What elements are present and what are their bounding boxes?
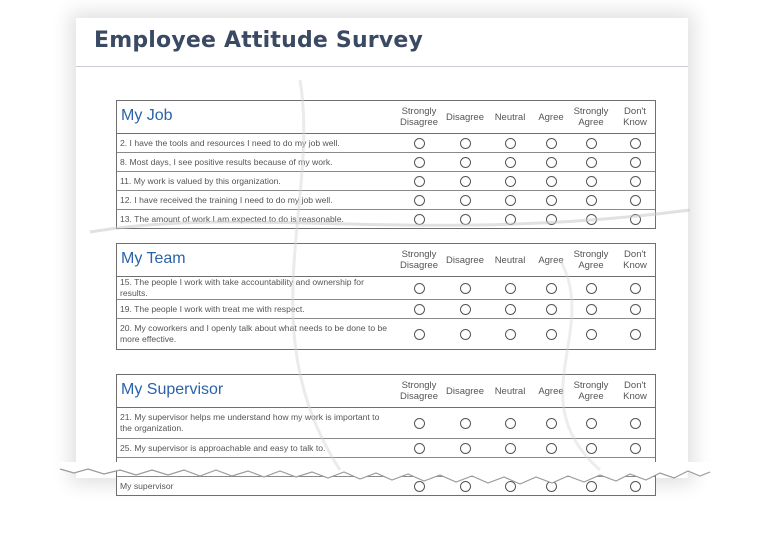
rating-radio-agree[interactable] bbox=[546, 283, 557, 294]
survey-question-row bbox=[117, 277, 655, 300]
column-header: Agree bbox=[538, 111, 564, 123]
rating-radio-don-t-know[interactable] bbox=[630, 214, 641, 225]
rating-radio-disagree[interactable] bbox=[460, 418, 471, 429]
rating-radio-disagree[interactable] bbox=[460, 138, 471, 149]
section-title: My Team bbox=[121, 250, 186, 267]
rating-radio-don-t-know[interactable] bbox=[630, 157, 641, 168]
column-header: Don't Know bbox=[623, 106, 647, 128]
rating-radio-strongly-agree[interactable] bbox=[586, 195, 597, 206]
rating-radio-neutral[interactable] bbox=[505, 443, 516, 454]
rating-radio-disagree[interactable] bbox=[460, 157, 471, 168]
column-header: Strongly Agree bbox=[573, 249, 609, 271]
rating-radio-strongly-disagree[interactable] bbox=[414, 329, 425, 340]
rating-radio-disagree[interactable] bbox=[460, 195, 471, 206]
rating-radio-agree[interactable] bbox=[546, 214, 557, 225]
rating-radio-disagree[interactable] bbox=[460, 283, 471, 294]
survey-question-row bbox=[117, 408, 655, 439]
rating-radio-agree[interactable] bbox=[546, 176, 557, 187]
section-title: My Job bbox=[121, 107, 173, 124]
rating-radio-don-t-know[interactable] bbox=[630, 443, 641, 454]
survey-question-row bbox=[117, 300, 655, 319]
torn-paper-edge bbox=[60, 462, 710, 502]
rating-radio-strongly-agree[interactable] bbox=[586, 443, 597, 454]
rating-radio-don-t-know[interactable] bbox=[630, 304, 641, 315]
rating-radio-strongly-disagree[interactable] bbox=[414, 443, 425, 454]
rating-radio-don-t-know[interactable] bbox=[630, 418, 641, 429]
rating-radio-strongly-disagree[interactable] bbox=[414, 176, 425, 187]
survey-question-row bbox=[117, 172, 655, 191]
question-text: 15. The people I work with take accountability and ownership for results. bbox=[120, 277, 364, 298]
rating-radio-strongly-agree[interactable] bbox=[586, 157, 597, 168]
rating-radio-agree[interactable] bbox=[546, 329, 557, 340]
survey-question-row bbox=[117, 210, 655, 228]
rating-radio-strongly-agree[interactable] bbox=[586, 214, 597, 225]
rating-radio-neutral[interactable] bbox=[505, 329, 516, 340]
question-text: 19. The people I work with treat me with respect. bbox=[120, 303, 305, 314]
rating-radio-neutral[interactable] bbox=[505, 195, 516, 206]
rating-radio-agree[interactable] bbox=[546, 138, 557, 149]
column-header: Neutral bbox=[494, 254, 526, 266]
rating-radio-don-t-know[interactable] bbox=[630, 176, 641, 187]
question-text: 2. I have the tools and resources I need to do my job well. bbox=[120, 137, 340, 148]
rating-radio-neutral[interactable] bbox=[505, 418, 516, 429]
rating-radio-strongly-disagree[interactable] bbox=[414, 157, 425, 168]
page-title: Employee Attitude Survey bbox=[94, 28, 424, 53]
rating-radio-strongly-agree[interactable] bbox=[586, 138, 597, 149]
section-header bbox=[117, 375, 655, 408]
column-header: Neutral bbox=[494, 385, 526, 397]
section-my-team bbox=[116, 243, 656, 350]
column-header: Strongly Disagree bbox=[399, 249, 439, 271]
rating-radio-don-t-know[interactable] bbox=[630, 283, 641, 294]
rating-radio-don-t-know[interactable] bbox=[630, 138, 641, 149]
section-header bbox=[117, 244, 655, 277]
question-text: 13. The amount of work I am expected to do is reasonable. bbox=[120, 213, 344, 224]
question-text: 21. My supervisor helps me understand how my work is important to the organization. bbox=[120, 412, 380, 433]
rating-radio-strongly-disagree[interactable] bbox=[414, 195, 425, 206]
column-header: Don't Know bbox=[623, 380, 647, 402]
survey-question-row bbox=[117, 319, 655, 349]
column-header: Strongly Agree bbox=[573, 380, 609, 402]
rating-radio-neutral[interactable] bbox=[505, 304, 516, 315]
rating-radio-disagree[interactable] bbox=[460, 329, 471, 340]
rating-radio-strongly-disagree[interactable] bbox=[414, 304, 425, 315]
rating-radio-disagree[interactable] bbox=[460, 443, 471, 454]
title-divider bbox=[76, 66, 688, 67]
section-my-job bbox=[116, 100, 656, 229]
column-header: Agree bbox=[538, 385, 564, 397]
column-header: Strongly Disagree bbox=[399, 106, 439, 128]
rating-radio-strongly-agree[interactable] bbox=[586, 304, 597, 315]
column-header: Agree bbox=[538, 254, 564, 266]
question-text: My supervisor bbox=[120, 480, 174, 491]
rating-radio-strongly-agree[interactable] bbox=[586, 329, 597, 340]
survey-page bbox=[76, 18, 688, 491]
column-header: Disagree bbox=[445, 111, 485, 123]
question-text: 25. My supervisor is approachable and easy to talk to. bbox=[120, 442, 326, 453]
survey-question-row bbox=[117, 439, 655, 458]
question-text: 8. Most days, I see positive results because of my work. bbox=[120, 156, 333, 167]
rating-radio-agree[interactable] bbox=[546, 195, 557, 206]
rating-radio-strongly-agree[interactable] bbox=[586, 418, 597, 429]
rating-radio-strongly-disagree[interactable] bbox=[414, 214, 425, 225]
rating-radio-neutral[interactable] bbox=[505, 283, 516, 294]
rating-radio-disagree[interactable] bbox=[460, 304, 471, 315]
column-header: Disagree bbox=[445, 254, 485, 266]
rating-radio-agree[interactable] bbox=[546, 418, 557, 429]
rating-radio-agree[interactable] bbox=[546, 304, 557, 315]
section-title: My Supervisor bbox=[121, 381, 224, 398]
rating-radio-strongly-disagree[interactable] bbox=[414, 138, 425, 149]
rating-radio-disagree[interactable] bbox=[460, 214, 471, 225]
rating-radio-strongly-disagree[interactable] bbox=[414, 418, 425, 429]
rating-radio-disagree[interactable] bbox=[460, 176, 471, 187]
rating-radio-agree[interactable] bbox=[546, 443, 557, 454]
question-text: 20. My coworkers and I openly talk about what needs to be done to be more effective. bbox=[120, 323, 388, 344]
column-header: Strongly Disagree bbox=[399, 380, 439, 402]
rating-radio-neutral[interactable] bbox=[505, 176, 516, 187]
rating-radio-strongly-agree[interactable] bbox=[586, 283, 597, 294]
column-header: Disagree bbox=[445, 385, 485, 397]
question-text: 12. I have received the training I need to do my job well. bbox=[120, 194, 333, 205]
column-header: Neutral bbox=[494, 111, 526, 123]
survey-question-row bbox=[117, 191, 655, 210]
rating-radio-neutral[interactable] bbox=[505, 157, 516, 168]
column-header: Strongly Agree bbox=[573, 106, 609, 128]
column-header: Don't Know bbox=[623, 249, 647, 271]
question-text: 11. My work is valued by this organization. bbox=[120, 175, 281, 186]
rating-radio-strongly-disagree[interactable] bbox=[414, 283, 425, 294]
survey-question-row bbox=[117, 134, 655, 153]
rating-radio-neutral[interactable] bbox=[505, 138, 516, 149]
rating-radio-neutral[interactable] bbox=[505, 214, 516, 225]
section-header bbox=[117, 101, 655, 134]
rating-radio-strongly-agree[interactable] bbox=[586, 176, 597, 187]
rating-radio-agree[interactable] bbox=[546, 157, 557, 168]
rating-radio-don-t-know[interactable] bbox=[630, 195, 641, 206]
rating-radio-don-t-know[interactable] bbox=[630, 329, 641, 340]
survey-question-row bbox=[117, 153, 655, 172]
